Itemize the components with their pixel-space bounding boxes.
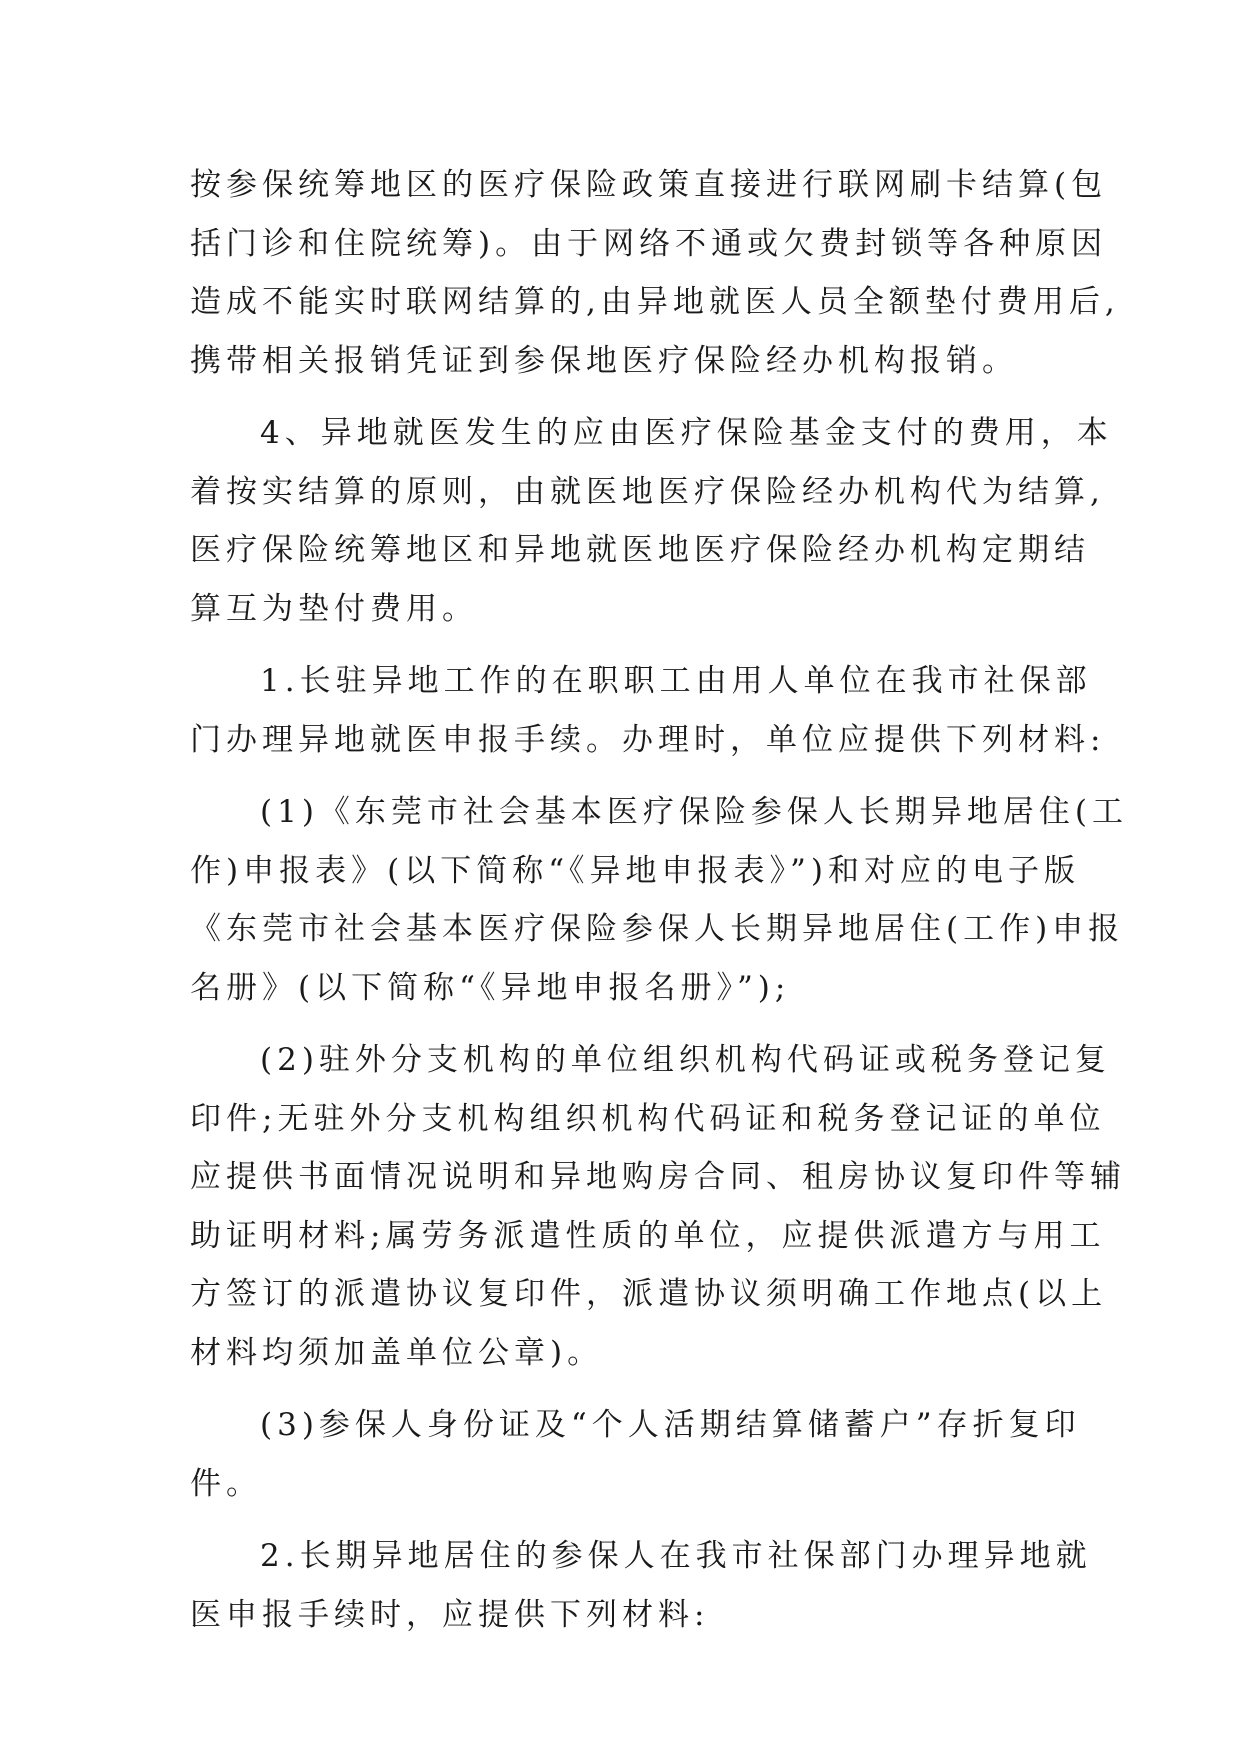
text-line: 名册》(以下简称“《异地申报名册》”); xyxy=(190,969,791,1006)
text-line: 医疗保险统筹地区和异地就医地医疗保险经办机构定期结 xyxy=(190,532,1090,568)
document-body xyxy=(190,156,1129,1644)
paragraph-item-4 xyxy=(190,404,1113,638)
text-line: 着按实结算的原则，由就医地医疗保险经办机构代为结算, xyxy=(190,473,1105,510)
text-line: 件。 xyxy=(190,1465,262,1502)
text-line: 括门诊和住院统筹)。由于网络不通或欠费封锁等各种原因 xyxy=(190,225,1108,262)
text-line: 1.长驻异地工作的在职职工由用人单位在我市社保部 xyxy=(260,663,1092,699)
paragraph-material-1 xyxy=(190,783,1129,1017)
text-line: 材料均须加盖单位公章)。 xyxy=(190,1334,604,1371)
text-line: 印件;无驻外分支机构组织机构代码证和税务登记证的单位 xyxy=(190,1100,1106,1137)
text-line: 门办理异地就医申报手续。办理时，单位应提供下列材料: xyxy=(190,721,1106,758)
paragraph-material-3 xyxy=(190,1396,1090,1513)
paragraph-section-2 xyxy=(190,1527,1090,1644)
text-line: (2)驻外分支机构的单位组织机构代码证或税务登记复 xyxy=(260,1042,1111,1078)
text-line: 作)申报表》(以下简称“《异地申报表》”)和对应的电子版 xyxy=(190,852,1080,889)
paragraph-settlement-method xyxy=(190,156,1120,390)
text-line: 造成不能实时联网结算的,由异地就医人员全额垫付费用后, xyxy=(190,284,1120,320)
text-line: 医申报手续时，应提供下列材料: xyxy=(190,1596,710,1633)
text-line: 4、异地就医发生的应由医疗保险基金支付的费用，本 xyxy=(260,415,1113,451)
text-line: 应提供书面情况说明和异地购房合同、租房协议复印件等辅 xyxy=(190,1159,1126,1195)
paragraph-material-2 xyxy=(190,1031,1126,1382)
text-line: (3)参保人身份证及“个人活期结算储蓄户”存折复印 xyxy=(260,1407,1081,1443)
text-line: 2.长期异地居住的参保人在我市社保部门办理异地就 xyxy=(260,1538,1092,1574)
text-line: 助证明材料;属劳务派遣性质的单位，应提供派遣方与用工 xyxy=(190,1217,1106,1254)
text-line: 按参保统筹地区的医疗保险政策直接进行联网刷卡结算(包 xyxy=(190,167,1108,203)
paragraph-section-1 xyxy=(190,652,1106,769)
text-line: 方签订的派遣协议复印件，派遣协议须明确工作地点(以上 xyxy=(190,1276,1108,1312)
text-line: (1)《东莞市社会基本医疗保险参保人长期异地居住(工 xyxy=(260,794,1129,830)
text-line: 《东莞市社会基本医疗保险参保人长期异地居住(工作)申报 xyxy=(190,911,1125,947)
text-line: 算互为垫付费用。 xyxy=(190,590,478,627)
text-line: 携带相关报销凭证到参保地医疗保险经办机构报销。 xyxy=(190,342,1018,379)
